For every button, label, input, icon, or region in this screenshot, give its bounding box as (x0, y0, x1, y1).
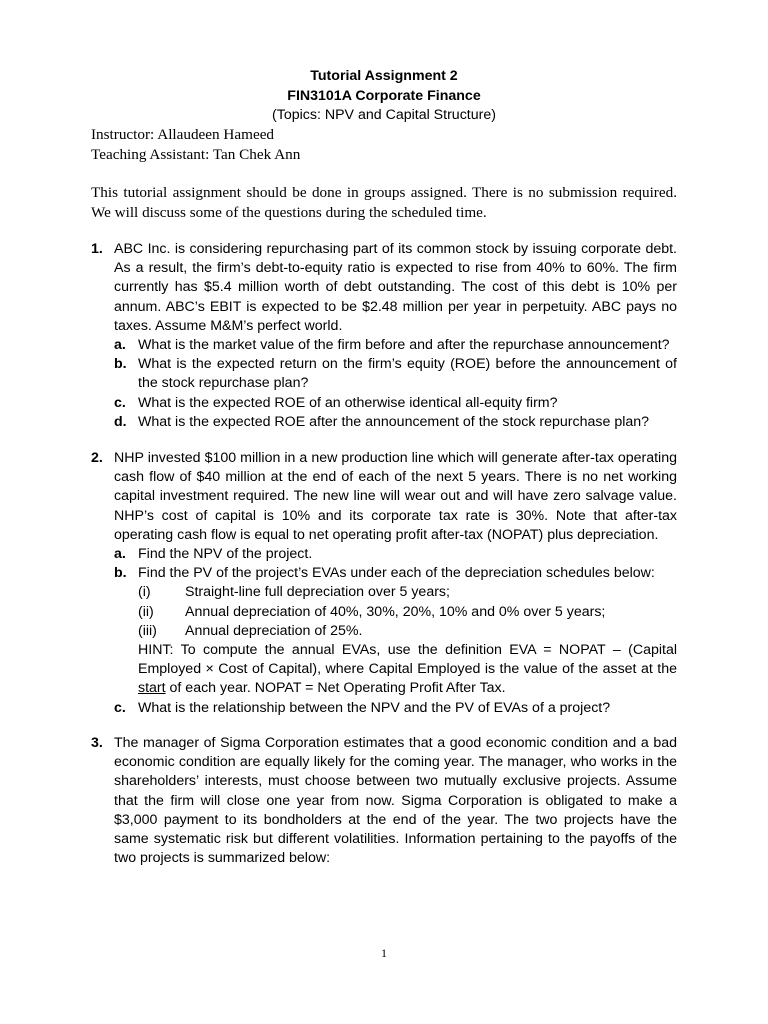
page-number: 1 (381, 946, 387, 960)
intro-paragraph: This tutorial assignment should be done in groups assigned. There is no submission required. We will discuss some of the questions during the scheduled time. (91, 184, 677, 221)
sub-question-text: Find the NPV of the project. (138, 546, 313, 563)
sub-question-letter: a. (114, 337, 126, 354)
schedule-text: Straight-line full depreciation over 5 years; (185, 584, 450, 601)
document-title: Tutorial Assignment 2 (310, 68, 458, 84)
course-name: FIN3101A Corporate Finance (287, 87, 481, 104)
topics-line: (Topics: NPV and Capital Structure) (272, 107, 496, 123)
sub-question (114, 545, 677, 564)
sub-question (114, 336, 677, 355)
schedule-numeral: (i) (138, 584, 151, 601)
question-number: 1. (91, 241, 103, 257)
sub-question-letter: c. (114, 394, 126, 411)
instructor-line: Instructor: Allaudeen Hameed (91, 126, 275, 143)
sub-question-text: What is the market value of the firm before and after the repurchase announcement? (138, 337, 670, 354)
document-header (0, 67, 768, 126)
sub-question-text: What is the expected ROE after the announcement of the stock repurchase plan? (138, 413, 650, 430)
question-number: 2. (91, 450, 103, 466)
sub-question (114, 394, 677, 413)
question-number: 3. (91, 735, 103, 751)
sub-question-text: What is the expected return on the firm’s equity (ROE) before the announcement of the stock repurchase plan? (138, 356, 677, 392)
schedule-text: Annual depreciation of 25%. (185, 622, 363, 639)
sub-question (114, 564, 677, 583)
question-3 (91, 734, 677, 868)
schedule-numeral: (iii) (138, 622, 157, 639)
question-text: NHP invested $100 million in a new production line which will generate after-tax operating cash flow of $40 million at the end of each of the next 5 years. There is no net working capital investment required. The new line will wear out and will have zero salvage value. NHP’s cost of capital is 10% and its corporate tax rate is 30%. Note that after-tax operating cash flow is equal to net operating profit after-tax (NOPAT) plus depreciation. (114, 450, 677, 543)
schedule-item (114, 603, 677, 622)
hint-text: HINT: To compute the annual EVAs, use the definition EVA = NOPAT – (Capital Employed × Cost of Capital), where Capital Employed is the value of the asset at the (138, 642, 677, 678)
question-text: The manager of Sigma Corporation estimates that a good economic condition and a bad economic condition are equally likely for the coming year. The manager, who works in the shareholders’ interests, must choose between two mutually exclusive projects. Assume that the firm will close one year from now. Sigma Corporation is obligated to make a $3,000 payment to its bondholders at the end of the year. The two projects have the same systematic risk but different volatilities. Information pertaining to the payoffs of the two projects is summarized below: (114, 735, 677, 867)
sub-question-text: What is the expected ROE of an otherwise identical all-equity firm? (138, 394, 558, 411)
sub-question-text: What is the relationship between the NPV and the PV of EVAs of a project? (138, 699, 611, 716)
sub-question-letter: b. (114, 356, 127, 373)
hint-underlined-word: start (138, 680, 166, 697)
hint-text-end: of each year. NOPAT = Net Operating Profit After Tax. (165, 680, 506, 697)
question-text: ABC Inc. is considering repurchasing part of its common stock by issuing corporate debt. As a result, the firm’s debt-to-equity ratio is expected to rise from 40% to 60%. The firm currently has $5.4 million worth of debt outstanding. The cost of this debt is 10% per annum. ABC’s EBIT is expected to be $2.48 million per year in perpetuity. ABC pays no taxes. Assume M&M’s perfect world. (114, 241, 677, 334)
sub-question-letter: b. (114, 565, 127, 582)
sub-question-letter: d. (114, 413, 127, 430)
sub-question-letter: c. (114, 699, 126, 716)
schedule-item (114, 622, 677, 641)
sub-question-text: Find the PV of the project’s EVAs under each of the depreciation schedules below: (138, 565, 655, 582)
hint-paragraph (114, 641, 677, 699)
teaching-assistant-line: Teaching Assistant: Tan Chek Ann (91, 145, 301, 163)
question-2 (91, 449, 677, 718)
sub-question-letter: a. (114, 546, 126, 563)
course-staff (91, 125, 300, 164)
schedule-text: Annual depreciation of 40%, 30%, 20%, 10% and 0% over 5 years; (185, 603, 606, 620)
sub-question (114, 355, 677, 393)
sub-question (114, 413, 677, 432)
sub-question (114, 699, 677, 718)
question-1 (91, 240, 677, 432)
schedule-item (114, 583, 677, 602)
schedule-numeral: (ii) (138, 603, 154, 620)
